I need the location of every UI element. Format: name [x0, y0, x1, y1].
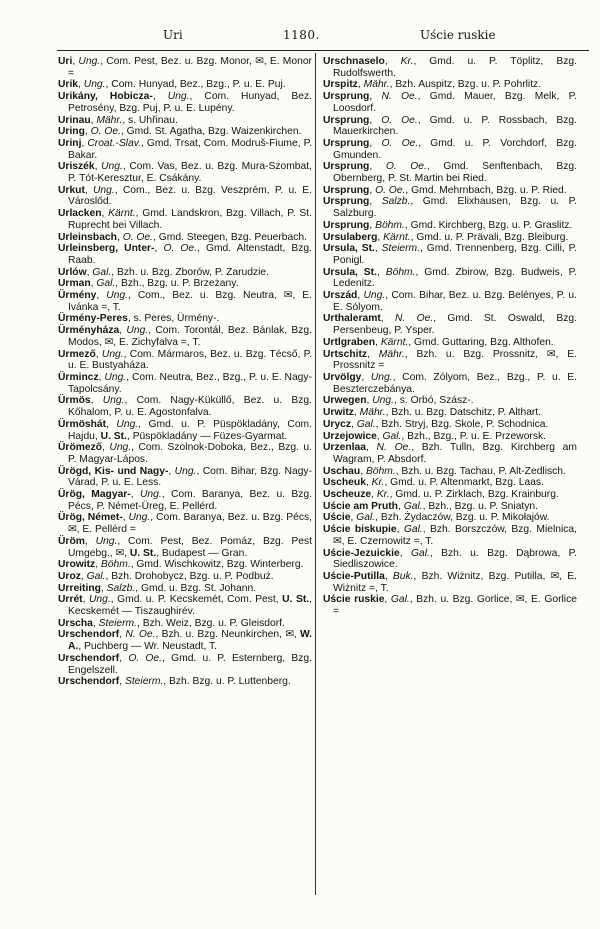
gazetteer-entry: Ürmöshát, Ung., Gmd. u. P. Püspökladány, Com. Hajdu, U. St., Püspökladány — Füzes-Gyarmat. — [58, 418, 312, 442]
gazetteer-entry: Urikány, Hobicza-, Ung., Com. Hunyad, Bez. Petrosény, Bzg. Puj, P. u. E. Lupény. — [58, 91, 312, 114]
gazetteer-entry: Ursulaberg, Kärnt., Gmd. u. P. Prävali, Bzg. Bleiburg. — [323, 231, 569, 243]
gazetteer-entry: Urvölgy, Ung., Com. Zólyom, Bez., Bzg., P. u. E. Beszterczebánya. — [323, 371, 577, 395]
gazetteer-entry: Ürményháza, Ung., Com. Torontál, Bez. Bánlak, Bzg. Modos, ✉, E. Zichyfalva =, T. — [58, 325, 312, 348]
gazetteer-entry: Urlacken, Kärnt., Gmd. Landskron, Bzg. Villach, P. St. Ruprecht bei Villach. — [58, 208, 312, 231]
gazetteer-entry: Urtlgraben, Kärnt., Gmd. Guttaring, Bzg. Althofen. — [323, 336, 554, 348]
gazetteer-entry: Uscheuze, Kr., Gmd. u. P. Zirklach, Bzg. Krainburg. — [323, 489, 559, 501]
gazetteer-entry: Ursprung, Böhm., Gmd. Kirchberg, Bzg. u. P. Graslitz. — [323, 219, 573, 231]
gazetteer-entry: Ürögd, Kis- und Nagy-, Ung., Com. Bihar, Bzg. Nagy-Várad, P. u. E. Less. — [58, 465, 312, 489]
header-rule — [57, 50, 589, 51]
gazetteer-entry: Uście biskupie, Gal., Bzh. Borszczów, Bzg. Mielnica, ✉, E. Czernowitz =, T. — [323, 524, 577, 547]
gazetteer-entry: Urmező, Ung., Com. Mármaros, Bez. u. Bzg. Técső, P. u. E. Bustyaháza. — [58, 348, 312, 372]
gazetteer-entry: Ürög, Német-, Ung., Com. Baranya, Bez. u. Bzg. Pécs, ✉, E. Pellérd = — [58, 512, 312, 536]
gazetteer-entry: Uście, Gal., Bzh. Żydaczów, Bzg. u. P. Mikołajów. — [323, 512, 550, 524]
gazetteer-entry: Ursprung, O. Oe., Gmd. u. P. Rossbach, Bzg. Mauerkirchen. — [323, 114, 577, 138]
right-column — [323, 56, 577, 618]
gazetteer-entry: Urzejowice, Gal., Bzh., Bzg., P. u. E. Przeworsk. — [323, 430, 547, 442]
gazetteer-entry: Urtschitz, Mähr., Bzh. u. Bzg. Prossnitz, ✉, E. Prossnitz = — [323, 348, 577, 372]
gazetteer-entry: Urschnaselo, Kr., Gmd. u. P. Töplitz, Bzg. Rudolfswerth. — [323, 56, 577, 79]
gazetteer-entry: Urleinsbach, O. Oe., Gmd. Steegen, Bzg. Peuerbach. — [58, 231, 307, 243]
header-left-keyword: Uri — [163, 28, 183, 42]
gazetteer-entry: Ursula, St., Böhm., Gmd. Zbirow, Bzg. Budweis, P. Ledenitz. — [323, 266, 577, 290]
gazetteer-entry: Uście ruskie, Gal., Bzh. u. Bzg. Gorlice, ✉, E. Gorlice = — [323, 594, 577, 618]
gazetteer-entry: Urik, Ung., Com. Hunyad, Bez., Bzg., P. u. E. Puj. — [58, 79, 286, 91]
gazetteer-entry: Ürmény-Peres, s. Peres, Ürmény-. — [58, 313, 220, 325]
gazetteer-entry: Urowitz, Böhm., Gmd. Wischkowitz, Bzg. Winterberg. — [58, 559, 304, 571]
header-right-keyword: Uście ruskie — [420, 28, 496, 42]
gazetteer-entry: Urman, Gal., Bzh., Bzg. u. P. Brzeżany. — [58, 278, 239, 290]
page-number: 1180. — [283, 28, 320, 42]
gazetteer-entry: Urzenlaa, N. Oe., Bzh. Tulln, Bzg. Kirchberg am Wagram, P. Absdorf. — [323, 442, 577, 465]
gazetteer-entry: Ursprung, Salzb., Gmd. Elixhausen, Bzg. u. P. Salzburg. — [323, 196, 577, 220]
gazetteer-entry: Urwegen, Ung., s. Orbó, Szász-. — [323, 395, 474, 407]
gazetteer-entry: Uście-Putilla, Buk., Bzh. Wiżnitz, Bzg. Putilla, ✉, E. Wiżnitz =, T. — [323, 570, 577, 594]
gazetteer-entry: Urthaleramt, N. Oe., Gmd. St. Oswald, Bzg. Persenbeug, P. Ysper. — [323, 313, 577, 337]
gazetteer-entry: Urrét, Ung., Gmd. u. P. Kecskemét, Com. Pest, U. St., Kecskemét — Tiszaughirév. — [58, 594, 312, 618]
gazetteer-entry: Urwitz, Mähr., Bzh. u. Bzg. Datschitz, P. Althart. — [323, 407, 542, 419]
gazetteer-entry: Uroz, Gal., Bzh. Drohobycz, Bzg. u. P. Podbuż. — [58, 570, 274, 582]
gazetteer-entry: Ursprung, O. Oe., Gmd. Senftenbach, Bzg. Obernberg, P. St. Martin bei Ried. — [323, 161, 577, 185]
gazetteer-entry: Urreiting, Salzb., Gmd. u. Bzg. St. Johann. — [58, 582, 257, 594]
gazetteer-entry: Urkut, Ung., Com., Bez. u. Bzg. Veszprém, P. u. E. Városlőd. — [58, 184, 312, 208]
gazetteer-entry: Urschendorf, Steierm., Bzh. Bzg. u. P. Luttenberg. — [58, 676, 291, 688]
gazetteer-entry: Ürmincz, Ung., Com. Neutra, Bez., Bzg., P. u. E. Nagy-Tapolcsány. — [58, 371, 312, 395]
gazetteer-entry: Uschau, Böhm., Bzh. u. Bzg. Tachau, P. Alt-Zedlisch. — [323, 465, 566, 477]
gazetteer-entry: Urlów, Gal., Bzh. u. Bzg. Zborów, P. Zarudzie. — [58, 266, 270, 278]
gazetteer-entry: Urscha, Steierm., Bzh. Weiz, Bzg. u. P. Gleisdorf. — [58, 617, 285, 629]
gazetteer-entry: Uście-Jezuickie, Gal., Bzh. u. Bzg. Dąbrowa, P. Siedliszowice. — [323, 547, 577, 571]
gazetteer-entry: Ürmös, Ung., Com. Nagy-Küküllő, Bez. u. Bzg. Kőhalom, P. u. E. Agostonfalva. — [58, 395, 312, 419]
gazetteer-entry: Urschendorf, N. Oe., Bzh. u. Bzg. Neunkirchen, ✉, W. A., Puchberg — Wr. Neustadt, T. — [58, 629, 312, 653]
gazetteer-entry: Urinau, Mähr., s. Uhřinau. — [58, 114, 178, 126]
left-column — [58, 56, 312, 688]
gazetteer-entry: Urycz, Gal., Bzh. Stryj, Bzg. Skole, P. Schodnica. — [323, 418, 549, 430]
column-divider — [315, 53, 316, 895]
gazetteer-entry: Urleinsberg, Unter-, O. Oe., Gmd. Altenstadt, Bzg. Raab. — [58, 243, 313, 266]
gazetteer-entry: Urszád, Ung., Com. Bihar, Bez. u. Bzg. Belényes, P. u. E. Sólyom. — [323, 290, 577, 313]
gazetteer-entry: Ursprung, N. Oe., Gmd. Mauer, Bzg. Melk, P. Loosdorf. — [323, 91, 577, 114]
gazetteer-entry: Uriszék, Ung., Com. Vas, Bez. u. Bzg. Mura-Szombat, P. Tót-Keresztur, E. Csákány. — [58, 161, 312, 185]
gazetteer-entry: Ürömező, Ung., Com. Szolnok-Doboka, Bez., Bzg. u. P. Magyar-Lápos. — [58, 442, 312, 465]
gazetteer-entry: Ürmény, Ung., Com., Bez. u. Bzg. Neutra, ✉, E. Ivánka =, T. — [58, 290, 312, 313]
gazetteer-entry: Ursprung, O. Oe., Gmd. u. P. Vorchdorf, Bzg. Gmunden. — [323, 137, 577, 161]
gazetteer-entry: Urschendorf, O. Oe., Gmd. u. P. Esternberg, Bzg. Engelszell. — [58, 652, 312, 676]
gazetteer-entry: Urspitz, Mähr., Bzh. Auspitz, Bzg. u. P. Pohrlitz. — [323, 79, 542, 91]
gazetteer-entry: Ursprung, O. Oe., Gmd. Mehrnbach, Bzg. u. P. Ried. — [323, 184, 567, 196]
gazetteer-entry: Ursula, St., Steierm., Gmd. Trennenberg, Bzg. Cilli, P. Ponigl. — [323, 243, 577, 266]
gazetteer-entry: Uście am Pruth, Gal., Bzh., Bzg. u. P. Sniatyn. — [323, 500, 539, 512]
gazetteer-entry: Üröm, Ung., Com. Pest, Bez. Pomáz, Bzg. Pest Umgebg., ✉, U. St., Budapest — Gran. — [58, 535, 312, 559]
gazetteer-entry: Uscheuk, Kr., Gmd. u. P. Altenmarkt, Bzg. Laas. — [323, 477, 544, 489]
gazetteer-entry: Uri, Ung., Com. Pest, Bez. u. Bzg. Monor, ✉, E. Monor = — [58, 56, 312, 79]
page-header — [0, 28, 600, 48]
gazetteer-entry: Ürög, Magyar-, Ung., Com. Baranya, Bez. u. Bzg. Pécs, P. Német-Üreg, E. Pellérd. — [58, 489, 312, 512]
gazetteer-entry: Uring, O. Oe., Gmd. St. Agatha, Bzg. Waizenkirchen. — [58, 126, 302, 138]
gazetteer-entry: Urinj, Croat.-Slav., Gmd. Trsat, Com. Modruš-Fiume, P. Bakar. — [58, 137, 312, 161]
